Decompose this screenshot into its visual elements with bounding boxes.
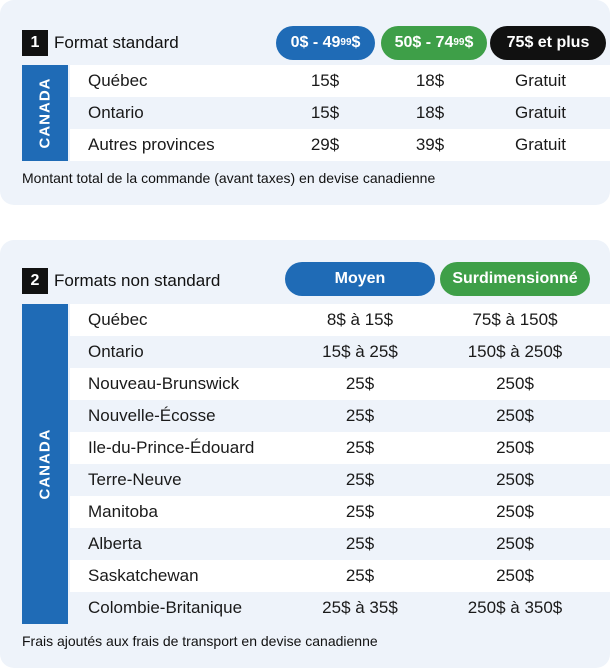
price-surdimensionne: 250$ [496,438,534,457]
price-tier-3: Gratuit [514,71,567,90]
section-number-badge: 2 [22,268,48,294]
province-name: Autres provinces [88,135,215,154]
table-row [70,432,610,464]
province-name: Québec [88,71,148,90]
price-tier-3: Gratuit [514,103,567,122]
price-moyen: 25$ [345,566,375,585]
price-surdimensionne: 250$ [496,534,534,553]
price-tier-3: Gratuit [514,135,567,154]
price-moyen: 25$ [345,502,375,521]
price-surdimensionne: 250$ [496,374,534,393]
column-pill-surdimensionne: Surdimensionné [440,262,590,296]
canada-side-label: CANADA [22,65,68,161]
price-surdimensionne: 250$ [496,470,534,489]
table-row [70,129,610,161]
table-row [70,336,610,368]
table-row [70,464,610,496]
province-name: Nouveau-Brunswick [88,374,240,393]
price-moyen: 15$ à 25$ [322,342,398,361]
section-title: Formats non standard [54,271,221,290]
price-surdimensionne: 250$ [496,406,534,425]
province-name: Alberta [88,534,142,553]
price-moyen: 25$ [345,438,375,457]
table-row [70,592,610,624]
currency-note: Frais ajoutés aux frais de transport en devise canadienne [22,633,378,649]
standard-format-card [0,0,610,205]
price-moyen: 8$ à 15$ [326,310,394,329]
province-name: Colombie-Britanique [88,598,243,617]
province-name: Saskatchewan [88,566,199,585]
canada-side-label: CANADA [22,304,68,624]
price-tier-2: 18$ [415,103,445,122]
province-name: Terre-Neuve [88,470,182,489]
price-tier-1: 15$ [310,71,340,90]
price-tier-2: 18$ [415,71,445,90]
province-name: Manitoba [88,502,158,521]
table-row [70,496,610,528]
table-row [70,560,610,592]
tier-pill-3: 75$ et plus [490,26,606,60]
non-standard-format-card [0,240,610,668]
price-surdimensionne: 250$ à 350$ [467,598,563,617]
tier-pill-2: 50$ - 74 $^{99}$ $ [381,26,487,60]
price-surdimensionne: 250$ [496,566,534,585]
price-surdimensionne: 250$ [496,502,534,521]
province-name: Ontario [88,342,144,361]
section-number-badge: 1 [22,30,48,56]
price-moyen: 25$ [345,470,375,489]
currency-note: Montant total de la commande (avant taxes) en devise canadienne [22,170,436,186]
section-title: Format standard [54,33,179,52]
table-row [70,400,610,432]
price-moyen: 25$ [345,374,375,393]
province-name: Nouvelle-Écosse [88,406,216,425]
price-moyen: 25$ [345,534,375,553]
table-row [70,368,610,400]
table-row [70,304,610,336]
price-moyen: 25$ à 35$ [322,598,398,617]
province-name: Ontario [88,103,144,122]
price-tier-1: 29$ [310,135,340,154]
table-row [70,97,610,129]
price-surdimensionne: 150$ à 250$ [467,342,563,361]
table-row [70,528,610,560]
price-tier-1: 15$ [310,103,340,122]
price-tier-2: 39$ [415,135,445,154]
province-name: Québec [88,310,148,329]
table-row [70,65,610,97]
price-moyen: 25$ [345,406,375,425]
tier-pill-1: 0$ - 49 $^{99}$ $ [276,26,375,60]
province-name: Ile-du-Prince-Édouard [88,438,255,457]
price-surdimensionne: 75$ à 150$ [472,310,558,329]
column-pill-moyen: Moyen [285,262,435,296]
